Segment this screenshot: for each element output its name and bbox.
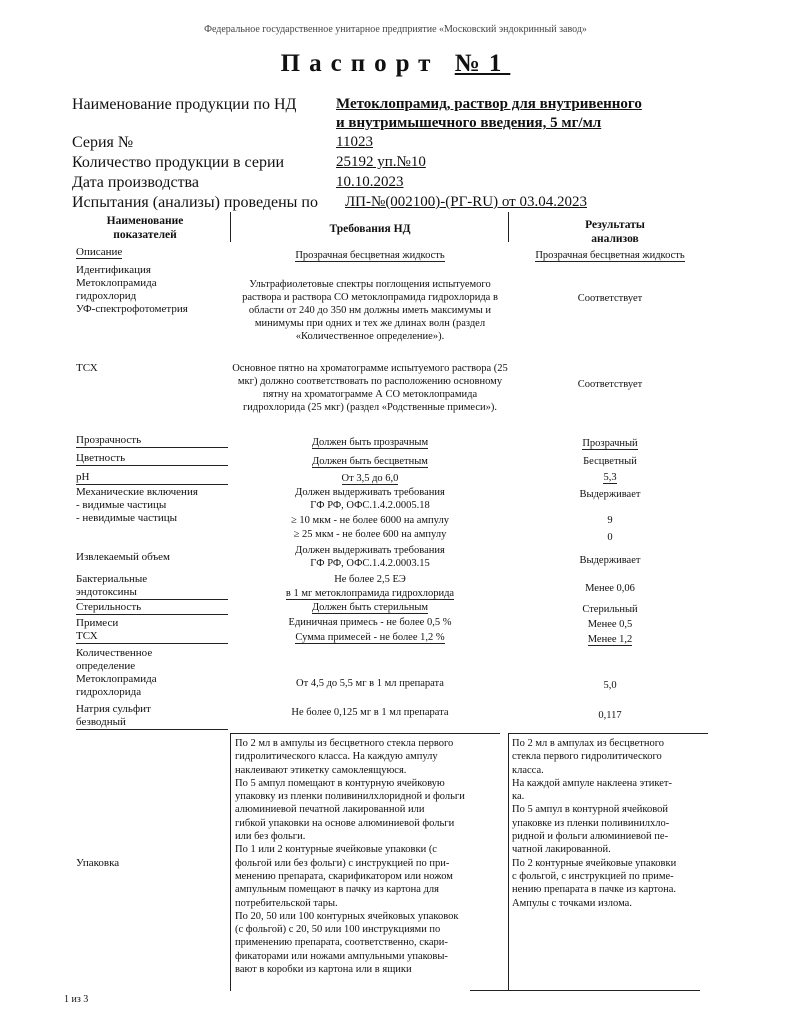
tests-label: Испытания (анализы) проведены по: [72, 194, 318, 211]
req-packaging-line: вают в коробки из картона или в ящики: [235, 964, 412, 976]
row-label-clarity: Прозрачность: [76, 434, 228, 448]
column-header-indicators: Наименование показателей: [106, 215, 184, 241]
row-label-assay: Количественное: [76, 647, 153, 659]
req-particles-standard: ГФ РФ, ОФС.1.4.2.0005.18: [310, 500, 430, 511]
row-label-ph: pH: [76, 471, 228, 485]
req-packaging-line: фикаторами или ножами ампульными упаковы-: [235, 950, 448, 962]
req-particles: Должен выдерживать требования: [295, 487, 445, 498]
title-word: Паспорт: [280, 50, 440, 77]
row-label-sulfite: Натрия сульфит: [76, 703, 151, 715]
page-title: [0, 50, 791, 78]
packaging-frame-bottom: [470, 990, 700, 991]
req-packaging-line: По 2 мл в ампулы из бесцветного стекла первого: [235, 738, 454, 749]
res-single-impurity: Менее 0,5: [587, 619, 633, 630]
res-particles-10um: 9: [607, 515, 613, 526]
req-packaging-line: гидролитического класса. На каждую ампулу: [235, 751, 438, 763]
row-label-assay-substance: Метоклопрамида: [76, 673, 157, 685]
quantity-value: 25192 уп.№10: [336, 154, 426, 170]
req-ph: От 3,5 до 6,0: [341, 473, 399, 484]
res-packaging-line: Ампулы с точками излома.: [512, 897, 632, 909]
req-total-impurities: Сумма примесей - не более 1,2 %: [295, 632, 445, 643]
res-packaging-line: По 5 ампул в контурной ячейковой: [512, 804, 668, 816]
row-label-color: Цветность: [76, 452, 228, 466]
res-volume: Выдерживает: [579, 555, 641, 566]
row-label-sterility: Стерильность: [76, 601, 228, 615]
res-endotoxins: Менее 0,06: [585, 583, 635, 594]
row-label-endotoxins-2: эндотоксины: [76, 586, 228, 600]
req-packaging-line: гибкой упаковки на основе алюминиевой фольги: [235, 817, 455, 829]
row-label-impurities: Примеси: [76, 617, 119, 629]
res-particles-25um: 0: [607, 532, 613, 543]
req-packaging-line: потребительской тары.: [235, 897, 338, 909]
res-sulfite: 0,117: [598, 710, 622, 721]
row-label-identification: Идентификация: [76, 264, 151, 276]
quantity-label: Количество продукции в серии: [72, 154, 285, 171]
req-packaging: [235, 737, 505, 976]
res-packaging-line: чатной лакированной.: [512, 844, 611, 856]
req-packaging-line: применению препарата, соответственно, скари-: [235, 937, 448, 949]
row-label-assay-salt: гидрохлорида: [76, 686, 142, 698]
row-label-visible-particles: - видимые частицы: [76, 499, 167, 511]
req-particles-10um: ≥ 10 мкм - не более 6000 на ампулу: [291, 515, 449, 526]
res-packaging-line: класса.: [512, 764, 544, 776]
req-sulfite: Не более 0,125 мг в 1 мл препарата: [291, 707, 449, 718]
res-tlc: Соответствует: [577, 379, 643, 390]
res-packaging-line: с фольгой, с инструкцией по приме-: [512, 870, 674, 882]
req-packaging-line: алюминиевой печатной лакированной или: [235, 804, 425, 816]
req-particles-25um: ≥ 25 мкм - не более 600 на ампулу: [293, 529, 447, 540]
req-packaging-line: наклеивают этикетку самоклеящуюся.: [235, 764, 407, 776]
req-tlc: Основное пятно на хроматограмме испытуемого раствора (25 мкг) должно соответствовать по расположению основному пятну на хроматограмме А СО метоклопрамида гидрохлорида (25 мкг) (раздел «Родственные примеси»).: [232, 363, 508, 413]
packaging-frame-top: [230, 733, 500, 734]
res-uv-spectrophotometry: Соответствует: [577, 293, 643, 304]
req-packaging-line: упаковку из пленки поливинилхлоридной и фольги: [235, 791, 465, 803]
row-label-sulfite-2: безводный: [76, 716, 228, 730]
row-label-volume: Извлекаемый объем: [76, 551, 170, 563]
req-description: Прозрачная бесцветная жидкость: [295, 250, 445, 261]
res-packaging-line: стекла первого гидролитического: [512, 751, 662, 763]
product-label: Наименование продукции по НД: [72, 96, 297, 113]
row-label-packaging: Упаковка: [76, 857, 120, 869]
res-packaging-line: По 2 мл в ампулах из бесцветного: [512, 738, 665, 749]
req-packaging-line: менению препарата, скарификатором или ножом: [235, 870, 453, 882]
req-packaging-line: По 20, 50 или 100 контурных ячейковых упаковок: [235, 910, 459, 922]
req-volume-standard: ГФ РФ, ОФС.1.4.2.0003.15: [310, 558, 430, 569]
res-particles: Выдерживает: [579, 489, 641, 500]
row-label-invisible-particles: - невидимые частицы: [76, 512, 177, 524]
res-packaging-line: ка.: [512, 791, 525, 803]
column-divider: [508, 212, 509, 242]
series-value: 11023: [336, 134, 373, 150]
res-packaging: [512, 737, 712, 910]
date-value: 10.10.2023: [336, 174, 404, 190]
res-total-impurities: Менее 1,2: [587, 634, 633, 645]
res-packaging-line: По 2 контурные ячейковые упаковки: [512, 857, 677, 869]
column-header-requirements: Требования НД: [329, 223, 411, 235]
req-packaging-line: По 1 или 2 контурные ячейковые упаковки (с: [235, 844, 437, 856]
req-uv-spectrophotometry: Ультрафиолетовые спектры поглощения испытуемого раствора и раствора СО метоклопрамида гидрохлорида в области от 240 до 350 нм должны иметь максимумы и минимумы при одних и тех же длинах волн (раздел «Количественное определение»).: [242, 279, 498, 342]
res-packaging-line: нению препарата в пачке из картона.: [512, 884, 676, 896]
title-number: №1: [454, 50, 511, 77]
row-label-assay-2: определение: [76, 660, 136, 672]
page-number: 1 из 3: [64, 994, 89, 1005]
req-sterility: Должен быть стерильным: [311, 602, 429, 613]
req-packaging-line: (с фольгой) с 20, 50 или 100 инструкциями по: [235, 924, 441, 936]
product-value-line2: и внутримышечного введения, 5 мг/мл: [336, 115, 602, 131]
packaging-divider-right: [508, 733, 509, 991]
req-packaging-line: фольгой или без фольги) с инструкцией по при-: [235, 857, 450, 869]
res-clarity: Прозрачный: [582, 438, 638, 449]
req-single-impurity: Единичная примесь - не более 0,5 %: [288, 617, 452, 628]
row-label-uv-spectrophotometry: УФ-спектрофотометрия: [76, 303, 188, 315]
res-description: Прозрачная бесцветная жидкость: [535, 250, 685, 261]
tests-value: ЛП-№(002100)-(РГ-RU) от 03.04.2023: [345, 194, 587, 210]
req-volume: Должен выдерживать требования: [295, 545, 445, 556]
req-endotoxins-basis: в 1 мг метоклопрамида гидрохлорида: [285, 588, 455, 599]
req-endotoxins: Не более 2,5 ЕЭ: [334, 574, 406, 585]
req-assay: От 4,5 до 5,5 мг в 1 мл препарата: [296, 678, 444, 689]
res-packaging-line: На каждой ампуле наклеена этикет-: [512, 777, 672, 789]
enterprise-header: Федеральное государственное унитарное предприятие «Московский эндокринный завод»: [204, 24, 587, 35]
product-value-line1: Метоклопрамид, раствор для внутривенного: [336, 96, 642, 112]
res-packaging-line: ридной и фольги алюминиевой пе-: [512, 831, 669, 843]
row-label-particles: Механические включения: [76, 486, 198, 498]
res-ph: 5,3: [603, 472, 617, 483]
req-packaging-line: или без фольги.: [235, 831, 306, 843]
row-label-identification-substance: Метоклопрамида: [76, 277, 157, 289]
row-label-tlc: ТСХ: [76, 362, 98, 374]
req-clarity: Должен быть прозрачным: [311, 437, 429, 448]
date-label: Дата производства: [72, 174, 199, 191]
req-packaging-line: По 5 ампул помещают в контурную ячейковую: [235, 777, 445, 789]
res-packaging-line: упаковке из пленки поливинилхло-: [512, 817, 670, 829]
row-label-identification-salt: гидрохлорид: [76, 290, 137, 302]
packaging-divider-left: [230, 733, 231, 991]
res-sterility: Стерильный: [582, 604, 638, 615]
row-label-endotoxins: Бактериальные: [76, 573, 148, 585]
req-color: Должен быть бесцветным: [312, 456, 428, 467]
packaging-frame-top-right: [508, 733, 708, 734]
column-header-results: Результаты анализов: [585, 219, 645, 245]
res-color: Бесцветный: [583, 456, 637, 467]
row-label-description: Описание: [76, 246, 123, 258]
series-label: Серия №: [72, 134, 134, 151]
res-assay: 5,0: [603, 680, 617, 691]
req-packaging-line: ампульным помещают в пачку из картона для: [235, 884, 439, 896]
row-label-impurities-tlc: ТСХ: [76, 630, 228, 644]
column-divider: [230, 212, 231, 242]
